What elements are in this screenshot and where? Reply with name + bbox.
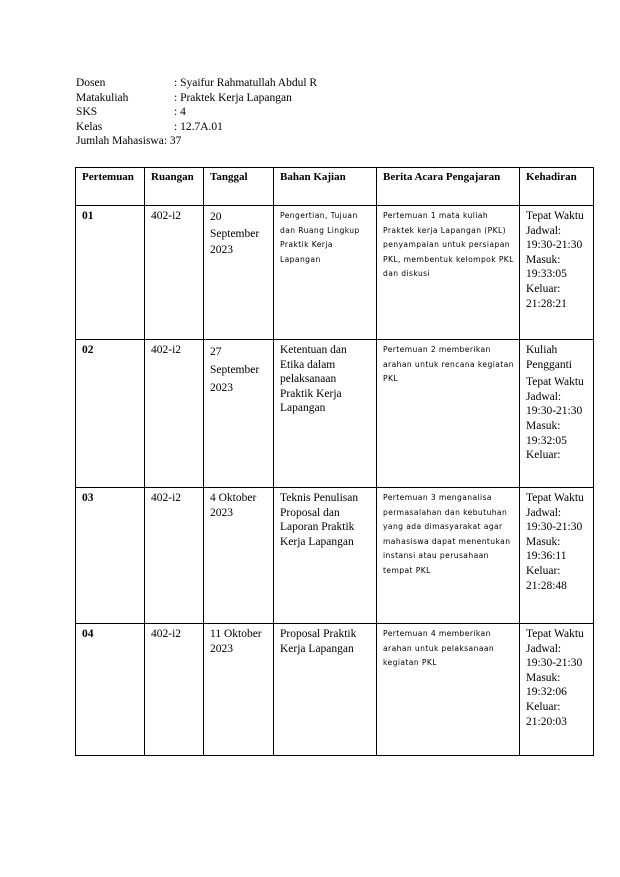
info-value: : Syaifur Rahmatullah Abdul R: [174, 77, 318, 89]
header-ruangan: Ruangan: [145, 168, 204, 206]
attendance-table: [75, 167, 594, 756]
kehadiran-status: Kuliah Pengganti: [526, 344, 572, 371]
info-label: Jumlah Mahasiswa: [76, 135, 164, 148]
info-label: Matakuliah: [76, 91, 129, 104]
info-label: Dosen: [76, 77, 106, 89]
header-kehadiran: Kehadiran: [520, 168, 594, 206]
header-bahan-kajian: Bahan Kajian: [274, 168, 377, 206]
info-kelas: [76, 120, 317, 135]
info-label: Kelas: [76, 120, 103, 133]
cell-ruangan: 402-i2: [145, 340, 204, 488]
course-info: [76, 76, 317, 149]
cell-kehadiran: [520, 488, 594, 624]
header-berita-acara: Berita Acara Pengajaran: [377, 168, 520, 206]
cell-pertemuan: 04: [76, 624, 145, 756]
info-value: : Praktek Kerja Lapangan: [174, 91, 292, 104]
info-dosen: [76, 76, 317, 91]
table-row: [76, 340, 594, 488]
info-value: : 4: [174, 106, 186, 119]
table-row: [76, 488, 594, 624]
cell-tanggal: 27 September 2023: [204, 340, 274, 488]
table-row: [76, 624, 594, 756]
kehadiran-detail: Tepat Waktu Jadwal: 19:30-21:30 Masuk: 19:32:06 Keluar: 21:20:03: [526, 628, 584, 728]
cell-ruangan: 402-i2: [145, 624, 204, 756]
info-jumlah-mahasiswa: [76, 134, 317, 149]
cell-kehadiran: [520, 206, 594, 340]
info-value: : 37: [163, 135, 182, 148]
cell-ruangan: 402-i2: [145, 206, 204, 340]
cell-berita-acara: Pertemuan 4 memberikan arahan untuk pelaksanaan kegiatan PKL: [377, 624, 520, 756]
cell-kehadiran: [520, 624, 594, 756]
cell-bahan-kajian: Ketentuan dan Etika dalam pelaksanaan Praktik Kerja Lapangan: [274, 340, 377, 488]
table-header-row: [76, 168, 594, 206]
header-pertemuan: Pertemuan: [76, 168, 145, 206]
cell-pertemuan: 02: [76, 340, 145, 488]
cell-berita-acara: Pertemuan 2 memberikan arahan untuk rencana kegiatan PKL: [377, 340, 520, 488]
cell-berita-acara: Pertemuan 3 menganalisa permasalahan dan kebutuhan yang ada dimasyarakat agar mahasiswa dapat menentukan instansi atau perusahaan tempat PKL: [377, 488, 520, 624]
info-label: SKS: [76, 106, 98, 119]
header-tanggal: Tanggal: [204, 168, 274, 206]
cell-pertemuan: 03: [76, 488, 145, 624]
kehadiran-detail: Tepat Waktu Jadwal: 19:30-21:30 Masuk: 19:32:05 Keluar:: [526, 376, 584, 462]
cell-berita-acara: Pertemuan 1 mata kuliah Praktek kerja Lapangan (PKL) penyampaian untuk persiapan PKL, membentuk kelompok PKL dan diskusi: [377, 206, 520, 340]
cell-tanggal: 11 Oktober 2023: [204, 624, 274, 756]
info-matakuliah: [76, 91, 317, 106]
kehadiran-detail: Tepat Waktu Jadwal: 19:30-21:30 Masuk: 19:36:11 Keluar: 21:28:48: [526, 492, 584, 592]
cell-tanggal: 20 September 2023: [204, 206, 274, 340]
cell-pertemuan: 01: [76, 206, 145, 340]
info-sks: [76, 105, 317, 120]
kehadiran-detail: Tepat Waktu Jadwal: 19:30-21:30 Masuk: 19:33:05 Keluar: 21:28:21: [526, 210, 584, 310]
info-value: : 12.7A.01: [174, 120, 223, 133]
cell-tanggal: 4 Oktober 2023: [204, 488, 274, 624]
table-row: [76, 206, 594, 340]
cell-ruangan: 402-i2: [145, 488, 204, 624]
cell-kehadiran: [520, 340, 594, 488]
cell-bahan-kajian: Proposal Praktik Kerja Lapangan: [274, 624, 377, 756]
cell-bahan-kajian: Teknis Penulisan Proposal dan Laporan Praktik Kerja Lapangan: [274, 488, 377, 624]
cell-bahan-kajian: Pengertian, Tujuan dan Ruang Lingkup Praktik Kerja Lapangan: [274, 206, 377, 340]
